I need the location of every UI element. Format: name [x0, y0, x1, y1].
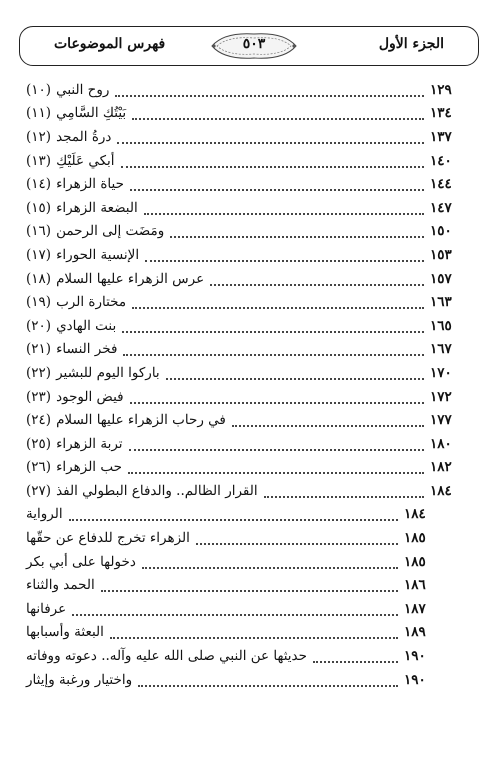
dot-leader	[232, 417, 424, 427]
entry-number: (١٧)	[26, 246, 52, 263]
entry-page: ١٨٦	[404, 577, 426, 594]
entry-page: ١٨٧	[404, 600, 426, 617]
entry-page: ١٤٧	[430, 199, 452, 216]
toc-entry	[26, 196, 464, 220]
entry-number: (٢٢)	[26, 364, 52, 381]
dot-leader	[130, 394, 424, 404]
entry-number: (٢٦)	[26, 459, 52, 476]
entry-title: البضعة الزهراء	[56, 199, 138, 216]
entry-number: (٢١)	[26, 341, 52, 358]
dot-leader	[138, 677, 398, 687]
page-number: ٥٠٣	[242, 36, 266, 52]
dot-leader	[210, 276, 424, 286]
dot-leader	[129, 441, 424, 451]
entry-title: فخر النساء	[56, 341, 118, 358]
entry-number: (١٣)	[26, 152, 52, 169]
entry-page: ١٨٥	[404, 553, 426, 570]
entry-title: عرس الزهراء عليها السلام	[56, 270, 205, 287]
dot-leader	[132, 110, 424, 120]
toc-entry	[26, 361, 464, 385]
dot-leader	[110, 629, 398, 639]
entry-title: بَيْتُكِ السَّامِي	[56, 105, 127, 122]
dot-leader	[264, 488, 424, 498]
dot-leader	[313, 653, 398, 663]
entry-page: ١٩٠	[404, 648, 426, 665]
entry-number: (١٤)	[26, 176, 52, 193]
entry-title: درةُ المجد	[56, 128, 112, 145]
toc-entry	[26, 456, 464, 480]
dot-leader	[69, 511, 398, 521]
entry-number: (٢٥)	[26, 435, 52, 452]
dot-leader	[130, 181, 424, 191]
dot-leader	[101, 582, 398, 592]
toc-entry	[26, 78, 464, 102]
toc-entry	[26, 432, 464, 456]
entry-number: (١٩)	[26, 294, 52, 311]
entry-page: ١٣٧	[430, 128, 452, 145]
entry-number: (٢٤)	[26, 412, 52, 429]
entry-title: تربة الزهراء	[56, 435, 123, 452]
toc-entry	[26, 220, 464, 244]
toc-entry	[26, 172, 464, 196]
toc-entry	[26, 408, 464, 432]
entry-title: ومَضَت إلى الرحمن	[56, 223, 165, 240]
entry-title: في رحاب الزهراء عليها السلام	[56, 412, 226, 429]
entry-title: حب الزهراء	[56, 459, 122, 476]
entry-title: حديثها عن النبي صلى الله عليه وآله.. دعوته ووفاته	[26, 648, 307, 665]
toc-entry	[26, 267, 464, 291]
toc-subentry	[26, 597, 464, 621]
toc-subentry	[26, 503, 464, 527]
entry-page: ١٧٠	[430, 364, 452, 381]
entry-number: (٢٣)	[26, 388, 52, 405]
entry-page: ١٤٠	[430, 152, 452, 169]
entry-page: ١٦٥	[430, 317, 452, 334]
dot-leader	[117, 134, 424, 144]
entry-number: (١٠)	[26, 81, 52, 98]
entry-page: ١٥٧	[430, 270, 452, 287]
entry-title: روح النبي	[56, 81, 110, 98]
entry-title: عرفانها	[26, 600, 67, 617]
toc-entry	[26, 338, 464, 362]
toc-entry	[26, 314, 464, 338]
section-title: فهرس الموضوعات	[54, 36, 166, 52]
toc-entry	[26, 243, 464, 267]
entry-number: (٢٠)	[26, 317, 52, 334]
entry-number: (١٦)	[26, 223, 52, 240]
entry-title: القرار الظالم.. والدفاع البطولي الفذ	[56, 482, 258, 499]
dot-leader	[115, 87, 424, 97]
entry-page: ١٢٩	[430, 81, 452, 98]
entry-number: (٢٧)	[26, 482, 52, 499]
dot-leader	[72, 606, 398, 616]
entry-title: أبكي عَلَيْكِ	[56, 152, 115, 169]
entry-page: ١٨٢	[430, 459, 452, 476]
toc-subentry	[26, 550, 464, 574]
dot-leader	[121, 158, 424, 168]
entry-page: ١٦٣	[430, 294, 452, 311]
dot-leader	[123, 346, 424, 356]
entry-page: ١٨٤	[430, 482, 452, 499]
entry-title: بنت الهادي	[56, 317, 117, 334]
table-of-contents	[26, 78, 464, 691]
dot-leader	[170, 228, 424, 238]
dot-leader	[142, 559, 398, 569]
entry-title: الزهراء تخرج للدفاع عن حقّها	[26, 530, 190, 547]
entry-page: ١٧٢	[430, 388, 452, 405]
toc-entry	[26, 479, 464, 503]
entry-title: الإنسية الحوراء	[56, 246, 140, 263]
dot-leader	[145, 252, 424, 262]
dot-leader	[128, 464, 424, 474]
entry-page: ١٥٠	[430, 223, 452, 240]
entry-title: باركوا اليوم للبشير	[56, 364, 160, 381]
entry-number: (١٥)	[26, 199, 52, 216]
entry-title: الرواية	[26, 506, 63, 523]
dot-leader	[122, 323, 424, 333]
entry-title: دخولها على أبي بكر	[26, 553, 136, 570]
toc-entry	[26, 385, 464, 409]
entry-title: مختارة الرب	[56, 294, 127, 311]
toc-subentry	[26, 668, 464, 692]
entry-title: واختيار ورغبة وإيثار	[26, 671, 133, 688]
dot-leader	[166, 370, 424, 380]
entry-page: ١٩٠	[404, 671, 426, 688]
entry-page: ١٤٤	[430, 176, 452, 193]
dot-leader	[132, 299, 424, 309]
entry-page: ١٧٧	[430, 412, 452, 429]
entry-title: البعثة وأسبابها	[26, 624, 104, 641]
toc-subentry	[26, 526, 464, 550]
entry-page: ١٦٧	[430, 341, 452, 358]
toc-subentry	[26, 621, 464, 645]
entry-page: ١٣٤	[430, 105, 452, 122]
toc-subentry	[26, 644, 464, 668]
page-number-medallion	[206, 31, 302, 61]
toc-entry	[26, 102, 464, 126]
entry-number: (١٨)	[26, 270, 52, 287]
entry-number: (١١)	[26, 105, 52, 122]
entry-page: ١٨٠	[430, 435, 452, 452]
entry-number: (١٢)	[26, 128, 52, 145]
dot-leader	[144, 205, 424, 215]
volume-label: الجزء الأول	[378, 36, 444, 52]
entry-page: ١٥٣	[430, 246, 452, 263]
entry-title: الحمد والثناء	[26, 577, 95, 594]
entry-title: حياة الزهراء	[56, 176, 124, 193]
entry-title: فيض الوجود	[56, 388, 124, 405]
toc-entry	[26, 125, 464, 149]
toc-entry	[26, 149, 464, 173]
toc-subentry	[26, 573, 464, 597]
entry-page: ١٨٥	[404, 530, 426, 547]
dot-leader	[196, 535, 398, 545]
entry-page: ١٨٤	[404, 506, 426, 523]
running-header	[19, 26, 479, 66]
toc-entry	[26, 290, 464, 314]
entry-page: ١٨٩	[404, 624, 426, 641]
